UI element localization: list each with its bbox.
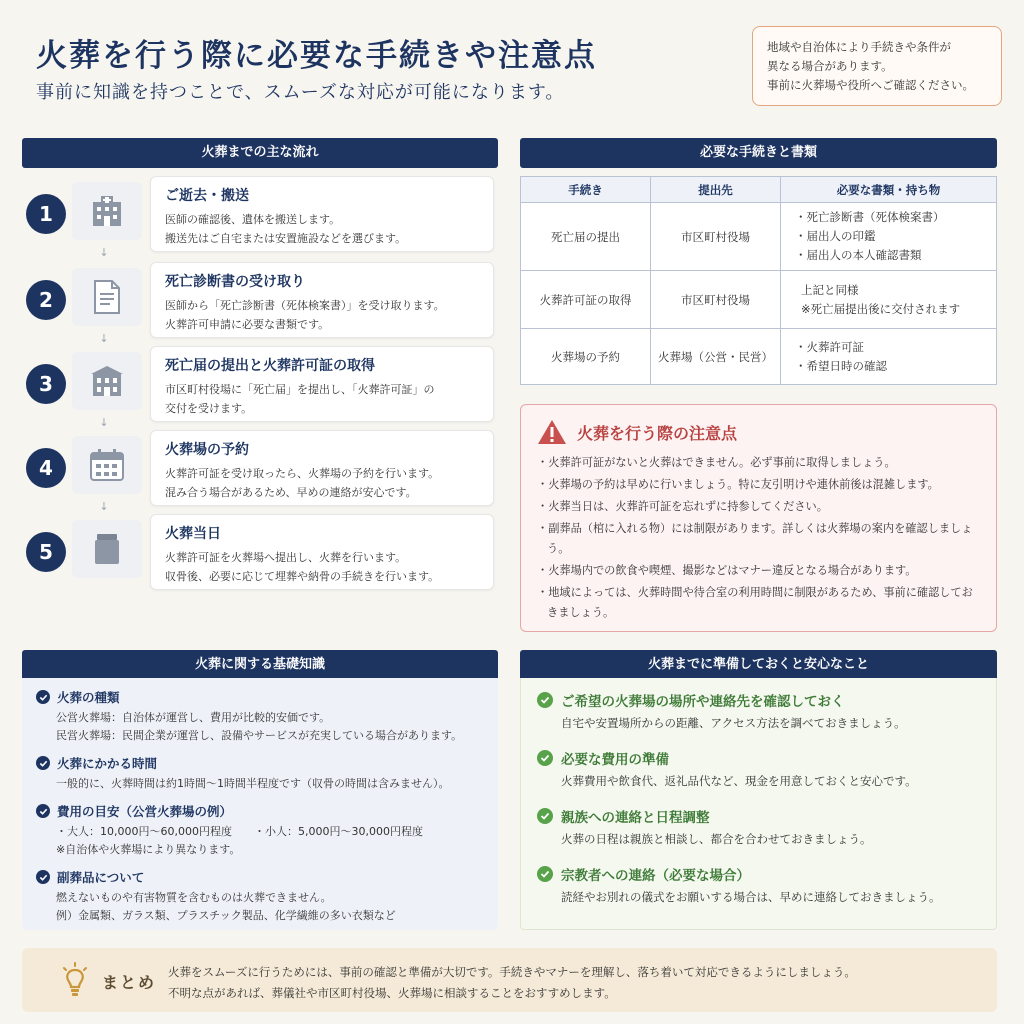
column-header: 提出先: [651, 177, 781, 203]
step-desc-line: 火葬許可証を火葬場へ提出し、火葬を行います。: [165, 551, 407, 564]
basics-item-title: 副葬品について: [57, 870, 145, 885]
prepare-item-title: 宗教者への連絡（必要な場合）: [561, 868, 750, 884]
caution-list: [537, 453, 980, 623]
destination-cell: 市区町村役場: [651, 203, 781, 271]
check-circle-icon: [537, 750, 553, 766]
check-circle-icon: [36, 690, 50, 704]
step-desc-line: 火葬許可証を受け取ったら、火葬場の予約を行います。: [165, 467, 440, 480]
procedures-table: [520, 176, 997, 385]
prepare-item-body: 火葬の日程は親族と相談し、都合を合わせておきましょう。: [561, 832, 872, 846]
step-desc-line: 搬送先はご自宅または安置施設などを選びます。: [165, 232, 407, 245]
caution-header: [537, 419, 980, 445]
basics-item: [36, 868, 484, 925]
caution-item: ・火葬当日は、火葬許可証を忘れずに持参してください。: [537, 500, 828, 513]
down-arrow-icon: ↓: [99, 500, 109, 513]
flow-step-5: [22, 514, 494, 592]
step-desc-line: 収骨後、必要に応じて埋葬や納骨の手続きを行います。: [165, 570, 440, 583]
item-line: 上記と同様: [801, 282, 859, 297]
page-title: 火葬を行う際に必要な手続きや注意点: [36, 38, 597, 74]
caution-title: 火葬を行う際の注意点: [577, 423, 738, 443]
column-header: 手続き: [521, 177, 651, 203]
lightbulb-icon: [60, 962, 90, 998]
procedure-cell: 火葬場の予約: [521, 329, 651, 385]
summary-box: [22, 948, 997, 1012]
step-card: [150, 430, 494, 506]
basics-item-title: 火葬にかかる時間: [57, 756, 158, 771]
down-arrow-icon: ↓: [99, 416, 109, 429]
urn-icon: [72, 520, 142, 578]
basics-item-line: 公営火葬場：自治体が運営し、費用が比較的安価です。: [56, 711, 331, 724]
summary-line: 火葬をスムーズに行うためには、事前の確認と準備が大切です。手続きやマナーを理解し、落ち着いて対応できるようにしましょう。: [168, 965, 856, 979]
step-card: [150, 262, 494, 338]
table-row: [521, 203, 997, 271]
procedures-heading: 必要な手続きと書類: [520, 138, 997, 168]
basics-item-line: 燃えないものや有害物質を含むものは火葬できません。: [56, 891, 332, 904]
basics-item-line: 民営火葬場：民間企業が運営し、設備やサービスが充実している場合があります。: [56, 729, 463, 742]
step-number: 2: [26, 280, 66, 320]
prepare-heading: 火葬までに準備しておくと安心なこと: [520, 650, 997, 680]
check-circle-icon: [36, 870, 50, 884]
down-arrow-icon: ↓: [99, 246, 109, 259]
summary-label: まとめ: [102, 973, 157, 992]
items-cell: [781, 329, 997, 385]
regional-notice: [752, 26, 1002, 106]
step-number: 5: [26, 532, 66, 572]
basics-item: [36, 802, 484, 859]
prepare-item: [537, 748, 980, 789]
caution-item: ・火葬場の予約は早めに行いましょう。特に友引明けや連休前後は混雑します。: [537, 478, 939, 491]
city-hall-icon: [72, 352, 142, 410]
step-title: 火葬場の予約: [165, 442, 249, 458]
flow-heading: 火葬までの主な流れ: [22, 138, 498, 168]
item-line: ・火葬許可証: [795, 339, 864, 354]
flow-step-2: [22, 262, 494, 340]
caution-item: ・地域によっては、火葬時間や待合室の利用時間に制限があるため、事前に確認しておきましょう。: [537, 586, 973, 619]
items-cell: [781, 203, 997, 271]
step-card: [150, 346, 494, 422]
basics-item-title: 費用の目安（公営火葬場の例）: [57, 804, 233, 819]
caution-item: ・火葬許可証がないと火葬はできません。必ず事前に取得しましょう。: [537, 456, 896, 469]
basics-item-line: ・大人：10,000円〜60,000円程度 ・小人：5,000円〜30,000円程度: [56, 825, 423, 838]
table-header-row: [521, 177, 997, 203]
down-arrow-icon: ↓: [99, 332, 109, 345]
destination-cell: 市区町村役場: [651, 271, 781, 329]
prepare-item-title: 必要な費用の準備: [561, 752, 669, 768]
caution-item: ・副葬品（棺に入れる物）には制限があります。詳しくは火葬場の案内を確認しましょう。: [537, 522, 973, 555]
prepare-item-title: 親族への連絡と日程調整: [561, 810, 710, 826]
prepare-item: [537, 690, 980, 731]
step-title: ご逝去・搬送: [165, 188, 249, 204]
caution-item: ・火葬場内での飲食や喫煙、撮影などはマナー違反となる場合があります。: [537, 564, 917, 577]
step-number: 3: [26, 364, 66, 404]
summary-line: 不明な点があれば、葬儀社や市区町村役場、火葬場に相談することをおすすめします。: [168, 986, 616, 1000]
step-desc-line: 混み合う場合があるため、早めの連絡が安心です。: [165, 486, 417, 499]
step-desc-line: 交付を受けます。: [165, 402, 253, 415]
basics-item-line: 例）金属類、ガラス類、プラスチック製品、化学繊維の多い衣類など: [56, 909, 396, 922]
procedure-cell: 火葬許可証の取得: [521, 271, 651, 329]
step-title: 死亡届の提出と火葬許可証の取得: [165, 358, 375, 374]
hospital-icon: [72, 182, 142, 240]
item-line: ・死亡診断書（死体検案書）: [795, 210, 945, 224]
check-circle-icon: [36, 756, 50, 770]
basics-item-line: ※自治体や火葬場により異なります。: [56, 843, 241, 856]
basics-heading: 火葬に関する基礎知識: [22, 650, 498, 680]
caution-box: [520, 404, 997, 632]
check-circle-icon: [537, 692, 553, 708]
prepare-item-body: 読経やお別れの儀式をお願いする場合は、早めに連絡しておきましょう。: [561, 890, 941, 904]
items-cell: [781, 271, 997, 329]
procedure-cell: 死亡届の提出: [521, 203, 651, 271]
step-card: [150, 514, 494, 590]
notice-line: 地域や自治体により手続きや条件が: [767, 40, 951, 54]
table-row: [521, 271, 997, 329]
summary-text: [168, 962, 856, 1004]
notice-line: 事前に火葬場や役所へご確認ください。: [767, 78, 974, 92]
flow-step-4: [22, 430, 494, 508]
destination-cell: 火葬場（公営・民営）: [651, 329, 781, 385]
item-line: ・届出人の印鑑: [795, 229, 876, 243]
basics-item: [36, 688, 484, 745]
basics-item-title: 火葬の種類: [57, 690, 120, 705]
flow-step-3: [22, 346, 494, 424]
basics-item: [36, 754, 484, 793]
table-row: [521, 329, 997, 385]
step-number: 1: [26, 194, 66, 234]
notice-line: 異なる場合があります。: [767, 59, 893, 73]
prepare-item: [537, 806, 980, 847]
calendar-icon: [72, 436, 142, 494]
check-circle-icon: [36, 804, 50, 818]
step-desc-line: 市区町村役場に「死亡届」を提出し、「火葬許可証」の: [165, 383, 435, 396]
check-circle-icon: [537, 808, 553, 824]
flow-step-1: [22, 176, 494, 254]
step-title: 火葬当日: [165, 526, 221, 542]
step-desc-line: 医師の確認後、遺体を搬送します。: [165, 213, 341, 226]
step-desc-line: 火葬許可申請に必要な書類です。: [165, 318, 330, 331]
page-subtitle: 事前に知識を持つことで、スムーズな対応が可能になります。: [36, 82, 565, 103]
item-line: ・届出人の本人確認書類: [795, 248, 922, 262]
step-number: 4: [26, 448, 66, 488]
item-line: ※死亡届提出後に交付されます: [801, 301, 961, 316]
warning-icon: [537, 419, 567, 445]
item-line: ・希望日時の確認: [795, 358, 887, 373]
step-title: 死亡診断書の受け取り: [165, 274, 305, 290]
prepare-item-body: 自宅や安置場所からの距離、アクセス方法を調べておきましょう。: [561, 716, 906, 730]
check-circle-icon: [537, 866, 553, 882]
step-desc-line: 医師から「死亡診断書（死体検案書）」を受け取ります。: [165, 299, 445, 312]
basics-box: [22, 678, 498, 930]
basics-item-line: 一般的に、火葬時間は約1時間〜1時間半程度です（収骨の時間は含みません）。: [56, 777, 450, 790]
document-icon: [72, 268, 142, 326]
prepare-item-title: ご希望の火葬場の場所や連絡先を確認しておく: [561, 694, 845, 710]
column-header: 必要な書類・持ち物: [781, 177, 997, 203]
prepare-box: [520, 678, 997, 930]
prepare-item: [537, 864, 980, 905]
prepare-item-body: 火葬費用や飲食代、返礼品代など、現金を用意しておくと安心です。: [561, 774, 917, 788]
step-card: [150, 176, 494, 252]
